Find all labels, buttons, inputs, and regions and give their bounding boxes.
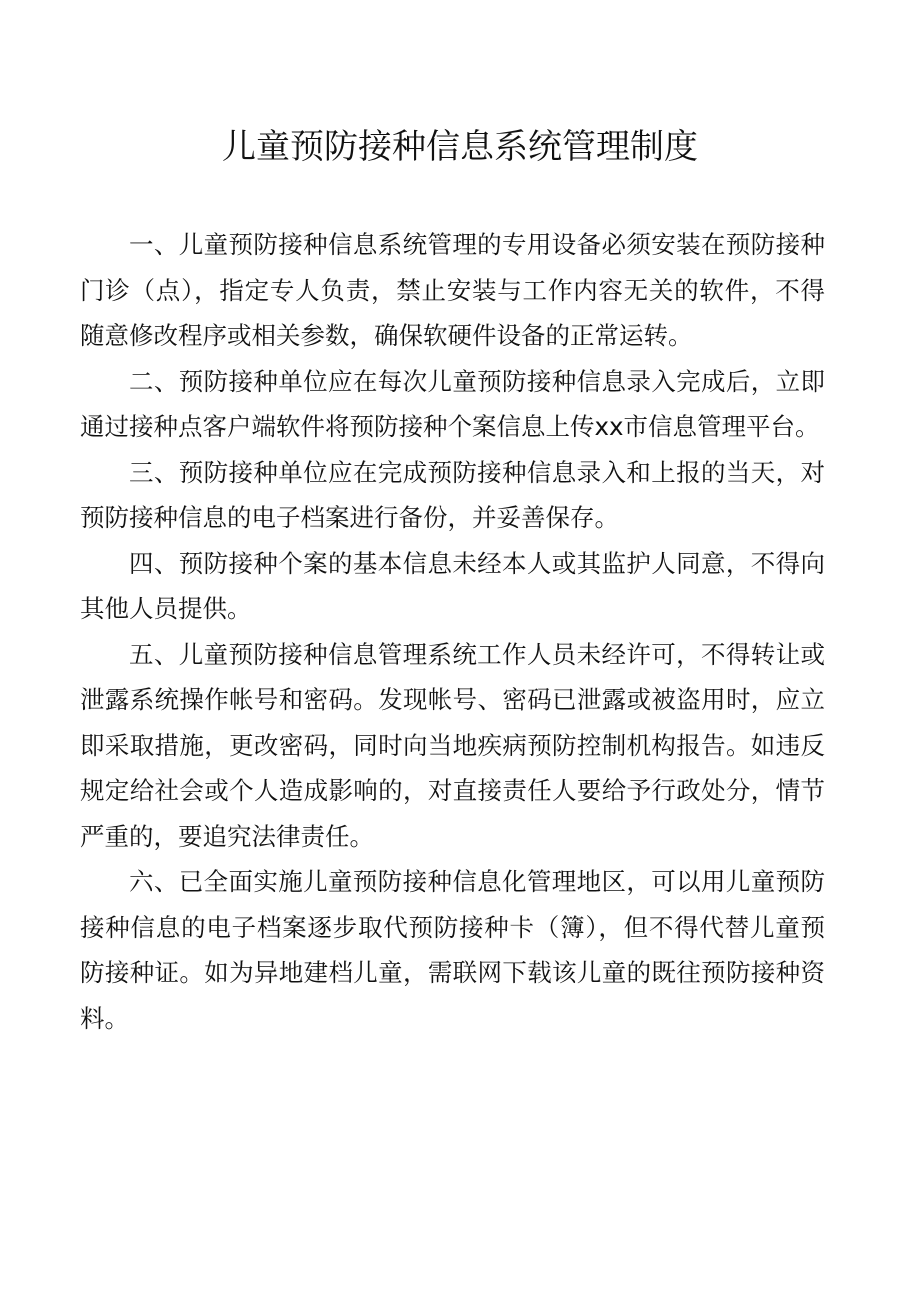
- paragraph-2: 二、预防接种单位应在每次儿童预防接种信息录入完成后，立即通过接种点客户端软件将预防接种个案信息上传xx市信息管理平台。: [80, 366, 825, 441]
- paragraph-6: 六、已全面实施儿童预防接种信息化管理地区，可以用儿童预防接种信息的电子档案逐步取代预防接种卡（簿），但不得代替儿童预防接种证。如为异地建档儿童，需联网下载该儿童的既往预防接种资料。: [80, 867, 825, 1033]
- paragraph-5: 五、儿童预防接种信息管理系统工作人员未经许可，不得转让或泄露系统操作帐号和密码。发现帐号、密码已泄露或被盗用时，应立即采取措施，更改密码，同时向当地疾病预防控制机构报告。如违反规定给社会或个人造成影响的，对直接责任人要给予行政处分，情节严重的，要追究法律责任。: [80, 639, 825, 851]
- paragraph-4: 四、预防接种个案的基本信息未经本人或其监护人同意，不得向其他人员提供。: [80, 548, 825, 623]
- paragraph-3: 三、预防接种单位应在完成预防接种信息录入和上报的当天，对预防接种信息的电子档案进行备份，并妥善保存。: [80, 457, 825, 532]
- paragraph-1: 一、儿童预防接种信息系统管理的专用设备必须安装在预防接种门诊（点），指定专人负责，禁止安装与工作内容无关的软件，不得随意修改程序或相关参数，确保软硬件设备的正常运转。: [80, 230, 825, 350]
- document-title: 儿童预防接种信息系统管理制度: [222, 127, 698, 167]
- document-body: [80, 222, 825, 1041]
